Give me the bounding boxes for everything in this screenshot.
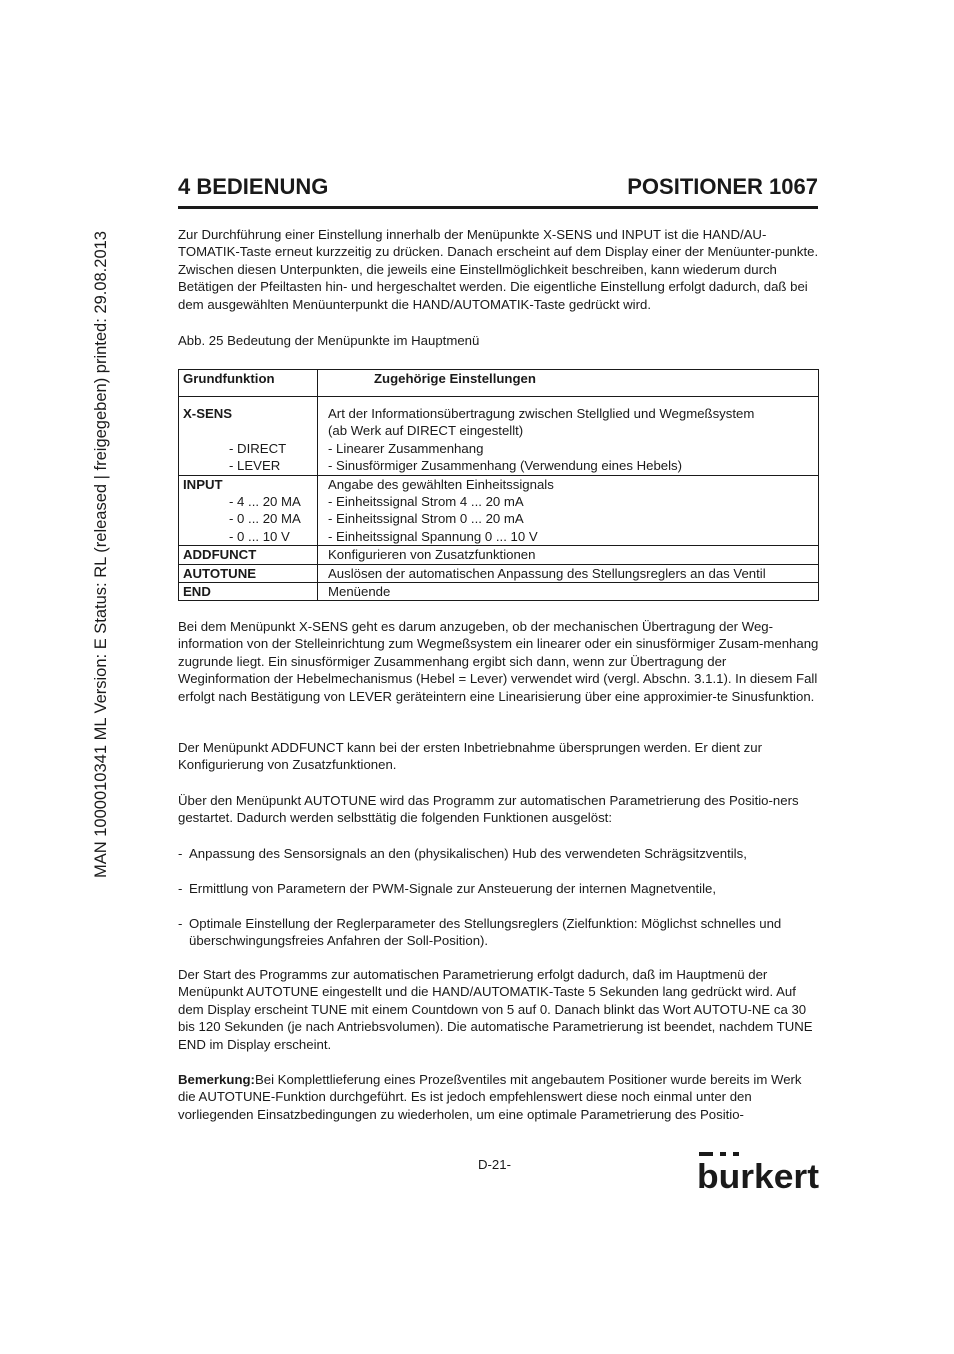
header-grundfunktion: Grundfunktion xyxy=(179,370,318,397)
row-name: X-SENS xyxy=(183,406,233,421)
sidebar-print-info xyxy=(88,158,118,878)
table-row: END Menüende xyxy=(179,583,819,601)
remark-label: Bemerkung: xyxy=(178,1072,255,1087)
table-row: AUTOTUNE Auslösen der automatischen Anpassung des Stellungsreglers an das Ventil xyxy=(179,564,819,582)
table-row: ADDFUNCT Konfigurieren von Zusatzfunktionen xyxy=(179,546,819,564)
table-row: X-SENS - DIRECT - LEVER Art der Informationsübertragung zwischen Stellglied und Wegmeßsystem (ab Werk auf DIRECT eingestellt) - Linearer Zusammenhang - Sinusförmiger Zusammenhang (Verwendung eines Hebels) xyxy=(179,397,819,476)
page-header xyxy=(178,170,818,209)
sidebar-text: MAN 1000010341 ML Version: E Status: RL (released | freigegeben) printed: 29.08.2013 xyxy=(92,231,110,878)
start-paragraph: Der Start des Programms zur automatischen Parametrierung erfolgt dadurch, daß im Hauptmenü der Menüpunkt AUTOTUNE eingestellt und die HAND/AUTOMATIK-Taste 5 Sekunden lang gedrückt wird. Auf dem Display erscheint TUNE mit einem Countdown von 5 auf 0. Danach blinkt das Wort AUTOTU-NE ca 30 bis 120 Sekunden (je nach Antriebsvolumen). Die automatische Parametrierung ist beendet, nachdem TUNE END im Display erscheint. xyxy=(178,967,813,1052)
table-header-row xyxy=(179,370,819,397)
remark-text: Bei Komplettlieferung eines Prozeßventiles mit angebautem Positioner wurde bereits im Werk die AUTOTUNE-Funktion durchgeführt. Es ist jedoch empfehlenswert diese noch einmal unter den vorliegenden Einsatzbedingungen zu wiederholen, um eine optimale Parametrierung des Positio- xyxy=(178,1072,802,1122)
remark-paragraph xyxy=(178,1071,819,1123)
autotune-paragraph: Über den Menüpunkt AUTOTUNE wird das Programm zur automatischen Parametrierung des Positio-ners gestartet. Dadurch werden selbsttätig die folgenden Funktionen ausgelöst: xyxy=(178,793,799,826)
addfunct-paragraph: Der Menüpunkt ADDFUNCT kann bei der ersten Inbetriebnahme übersprungen werden. Er dient zur Konfigurierung von Zusatzfunktionen. xyxy=(178,740,762,773)
header-einstellungen: Zugehörige Einstellungen xyxy=(318,370,819,397)
page-number: D-21- xyxy=(478,1157,511,1172)
menu-table xyxy=(178,369,819,601)
product-title: POSITIONER 1067 xyxy=(627,174,818,199)
chapter-title: 4 BEDIENUNG xyxy=(178,174,329,199)
xsens-paragraph: Bei dem Menüpunkt X-SENS geht es darum anzugeben, ob der mechanischen Übertragung der Weg-information von der Stelleinrichtung zum Wegmeßsystem ein linearer oder ein sinusförmiger Zusam-menhang zugrunde liegt. Ein sinusförmiger Zusammenhang ergibt sich dann, wenn zur Übertragung der Weginformation der Hebelmechanismus (Hebel = Lever) verwendet wird (vergl. Abschn. 3.1.1). In diesem Fall erfolgt nach Bestätigung von LEVER geräteintern eine Linearisierung über eine approximier-te Sinusfunktion. xyxy=(178,619,819,704)
intro-paragraph: Zur Durchführung einer Einstellung innerhalb der Menüpunkte X-SENS und INPUT ist die HAND/AU-TOMATIK-Taste erneut kurzzeitig zu drücken. Danach erscheint auf dem Display einer der Menüunter-punkte. Zwischen diesen Unterpunkten, die jeweils eine Einstellmöglichkeit beschreiben, kann wiederum durch Betätigen der Pfeiltasten hin- und hergeschaltet werden. Die eigentliche Einstellung erfolgt dadurch, daß bei dem ausgewählten Menüunterpunkt die HAND/AUTOMATIK-Taste gedrückt wird. xyxy=(178,227,819,312)
logo-text: burkert xyxy=(697,1158,819,1194)
burkert-logo xyxy=(696,1150,820,1194)
figure-caption: Abb. 25 Bedeutung der Menüpunkte im Hauptmenü xyxy=(178,333,480,348)
table-row: INPUT - 4 ... 20 MA - 0 ... 20 MA - 0 ... 10 V Angabe des gewählten Einheitssignals - Einheitssignal Strom 4 ... 20 mA - Einheitssignal Strom 0 ... 20 mA - Einheitssignal Spannung 0 ... 10 V xyxy=(179,475,819,546)
